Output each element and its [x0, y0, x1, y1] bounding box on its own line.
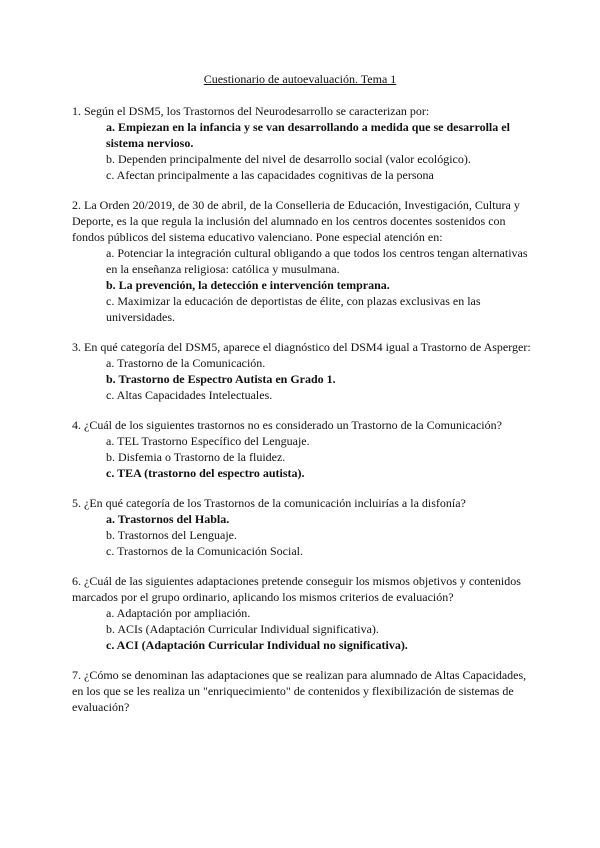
question-7 — [72, 667, 534, 715]
answer-option: b. Disfemia o Trastorno de la fluidez. — [106, 450, 286, 464]
question-5 — [72, 495, 534, 559]
answer-option-correct: b. La prevención, la detección e intervención temprana. — [106, 278, 390, 292]
answer-options — [72, 119, 534, 183]
question-text: 1. Según el DSM5, los Trastornos del Neurodesarrollo se caracterizan por: — [72, 104, 430, 118]
question-1 — [72, 103, 534, 183]
question-text: 2. La Orden 20/2019, de 30 de abril, de la Conselleria de Educación, Investigación, Cultura y Deporte, es la que regula la inclusión del alumnado en los centros docentes sostenidos con fondos públicos del sistema educativo valenciano. Pone especial atención en: — [72, 198, 520, 244]
question-6 — [72, 573, 534, 653]
question-text: 4. ¿Cuál de los siguientes trastornos no es considerado un Trastorno de la Comunicación? — [72, 418, 502, 432]
answer-option: a. Adaptación por ampliación. — [106, 606, 251, 620]
answer-option: b. Dependen principalmente del nivel de desarrollo social (valor ecológico). — [106, 152, 471, 166]
answer-option: a. Potenciar la integración cultural obligando a que todos los centros tengan alternativas en la enseñanza religiosa: católica y musulmana. — [106, 246, 528, 276]
answer-option: c. Altas Capacidades Intelectuales. — [106, 388, 273, 402]
question-2 — [72, 197, 534, 325]
question-list — [72, 103, 534, 729]
answer-options — [72, 605, 534, 653]
answer-option: b. ACIs (Adaptación Curricular Individual significativa). — [106, 622, 379, 636]
answer-option-correct: c. ACI (Adaptación Curricular Individual no significativa). — [106, 638, 408, 652]
question-3 — [72, 339, 534, 403]
answer-option: a. TEL Trastorno Específico del Lenguaje. — [106, 434, 310, 448]
question-4 — [72, 417, 534, 481]
answer-option: c. Maximizar la educación de deportistas de élite, con plazas exclusivas en las universidades. — [106, 294, 481, 324]
answer-option-correct: b. Trastorno de Espectro Autista en Grado 1. — [106, 372, 336, 386]
page-title — [0, 72, 600, 87]
answer-option-correct: a. Empiezan en la infancia y se van desarrollando a medida que se desarrolla el sistema nervioso. — [106, 120, 510, 150]
answer-option: c. Afectan principalmente a las capacidades cognitivas de la persona — [106, 168, 434, 182]
question-text: 3. En qué categoría del DSM5, aparece el diagnóstico del DSM4 igual a Trastorno de Asperger: — [72, 340, 531, 354]
answer-options — [72, 355, 534, 403]
page-title-text: Cuestionario de autoevaluación. Tema 1 — [203, 72, 397, 86]
answer-options — [72, 433, 534, 481]
question-text: 7. ¿Cómo se denominan las adaptaciones que se realizan para alumnado de Altas Capacidades, en los que se les realiza un "enriquecimiento" de contenidos y flexibilización de sistemas de evaluación? — [72, 668, 527, 714]
answer-option-correct: a. Trastornos del Habla. — [106, 512, 230, 526]
question-text: 5. ¿En qué categoría de los Trastornos de la comunicación incluirías a la disfonía? — [72, 496, 466, 510]
answer-option: b. Trastornos del Lenguaje. — [106, 528, 237, 542]
answer-option: c. Trastornos de la Comunicación Social. — [106, 544, 303, 558]
answer-option-correct: c. TEA (trastorno del espectro autista). — [106, 466, 305, 480]
answer-option: a. Trastorno de la Comunicación. — [106, 356, 266, 370]
answer-options — [72, 511, 534, 559]
question-text: 6. ¿Cuál de las siguientes adaptaciones pretende conseguir los mismos objetivos y contenidos marcados por el grupo ordinario, aplicando los mismos criterios de evaluación? — [72, 574, 521, 604]
answer-options — [72, 245, 534, 325]
